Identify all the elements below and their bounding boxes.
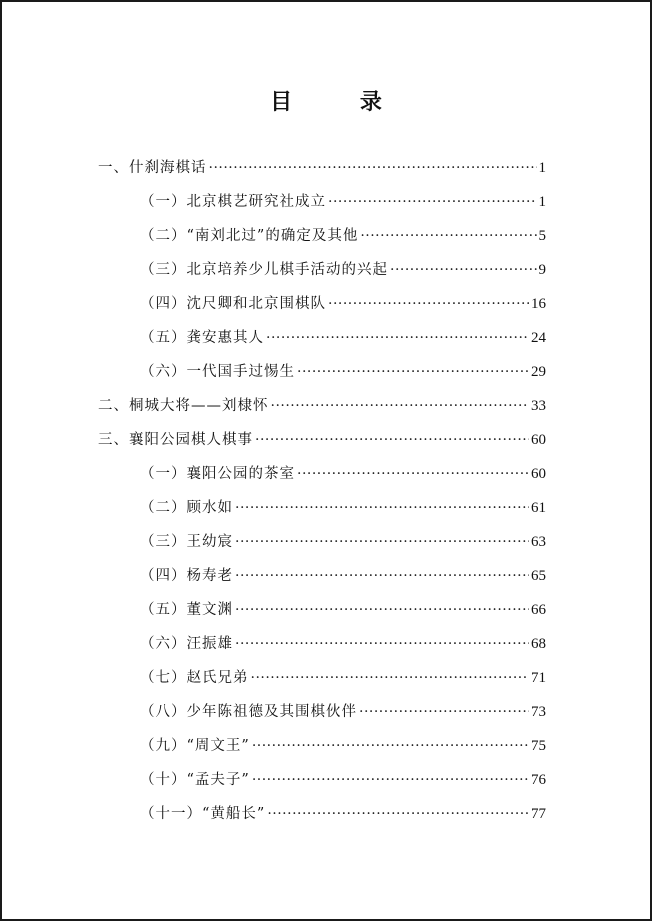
toc-entry[interactable] <box>140 258 546 282</box>
dot-leader <box>235 632 529 656</box>
toc-entry-page: 76 <box>531 772 546 788</box>
toc-entry-page: 60 <box>531 466 546 482</box>
toc-entry[interactable] <box>140 496 546 520</box>
toc-entry[interactable] <box>140 326 546 350</box>
toc-entry[interactable] <box>140 360 546 384</box>
dot-leader <box>255 428 529 452</box>
toc-entry-label: （三）王幼宸 <box>140 534 233 550</box>
toc-entry-page: 75 <box>531 738 546 754</box>
toc-entry[interactable] <box>140 734 546 758</box>
toc-entry[interactable] <box>140 462 546 486</box>
dot-leader <box>267 802 529 826</box>
toc-entry-label: （一）北京棋艺研究社成立 <box>140 194 326 210</box>
toc-entry[interactable] <box>140 632 546 656</box>
toc-entry-page: 68 <box>531 636 546 652</box>
toc-entry-label: （六）一代国手过惕生 <box>140 364 295 380</box>
toc-entry-label: （十一）“黄船长” <box>140 806 266 822</box>
dot-leader <box>297 462 529 486</box>
toc-entry[interactable] <box>140 530 546 554</box>
dot-leader <box>328 292 529 316</box>
dot-leader <box>251 666 530 690</box>
toc-entry-page: 73 <box>531 704 546 720</box>
toc-entry-page: 33 <box>531 398 546 414</box>
dot-leader <box>235 530 529 554</box>
page-title: 目 录 <box>270 89 412 115</box>
toc-entry[interactable] <box>140 666 546 690</box>
toc-entry[interactable] <box>98 156 546 180</box>
toc-entry-label: 二、桐城大将——刘棣怀 <box>98 398 269 414</box>
toc-entry[interactable] <box>140 190 546 214</box>
toc-entry-page: 29 <box>531 364 546 380</box>
toc-entry[interactable] <box>98 428 546 452</box>
toc-entry-label: （二）“南刘北过”的确定及其他 <box>140 228 359 244</box>
toc-entry[interactable] <box>140 292 546 316</box>
toc-entry-label: （四）沈尺卿和北京围棋队 <box>140 296 326 312</box>
toc-entry-label: （六）汪振雄 <box>140 636 233 652</box>
toc-entry-label: （四）杨寿老 <box>140 568 233 584</box>
toc-entry-page: 63 <box>531 534 546 550</box>
toc-entry-label: （五）董文渊 <box>140 602 233 618</box>
toc-entry-label: （十）“孟夫子” <box>140 772 250 788</box>
toc-entry-label: （二）顾水如 <box>140 500 233 516</box>
dot-leader <box>235 598 529 622</box>
toc-entry[interactable] <box>140 768 546 792</box>
dot-leader <box>235 564 529 588</box>
dot-leader <box>252 768 529 792</box>
toc-entry-label: 三、襄阳公园棋人棋事 <box>98 432 253 448</box>
toc-entry[interactable] <box>140 598 546 622</box>
toc-entry-page: 60 <box>531 432 546 448</box>
dot-leader <box>359 700 529 724</box>
toc-entry-page: 5 <box>538 228 546 244</box>
toc-entry-label: （七）赵氏兄弟 <box>140 670 249 686</box>
toc-entry-page: 77 <box>531 806 546 822</box>
toc-entry-label: （九）“周文王” <box>140 738 250 754</box>
toc-entry-page: 24 <box>531 330 546 346</box>
dot-leader <box>271 394 530 418</box>
dot-leader <box>235 496 529 520</box>
toc-entry-page: 16 <box>531 296 546 312</box>
dot-leader <box>360 224 536 248</box>
toc-entry[interactable] <box>140 564 546 588</box>
toc-entry-page: 61 <box>531 500 546 516</box>
toc-entry-label: （八）少年陈祖德及其围棋伙伴 <box>140 704 357 720</box>
toc-entry[interactable] <box>140 802 546 826</box>
toc-entry-page: 71 <box>531 670 546 686</box>
toc-entry-page: 65 <box>531 568 546 584</box>
dot-leader <box>390 258 537 282</box>
toc-entry-label: （一）襄阳公园的茶室 <box>140 466 295 482</box>
toc-entry-page: 9 <box>538 262 546 278</box>
toc-entry-label: （三）北京培养少儿棋手活动的兴起 <box>140 262 388 278</box>
toc-entry-page: 1 <box>538 160 546 176</box>
toc-entry-page: 66 <box>531 602 546 618</box>
dot-leader <box>209 156 537 180</box>
toc-entry[interactable] <box>140 224 546 248</box>
dot-leader <box>252 734 529 758</box>
dot-leader <box>266 326 529 350</box>
toc-entry-label: （五）龚安惠其人 <box>140 330 264 346</box>
toc-entry[interactable] <box>98 394 546 418</box>
toc-entry-label: 一、什刹海棋话 <box>98 160 207 176</box>
toc-entry-page: 1 <box>538 194 546 210</box>
dot-leader <box>297 360 529 384</box>
toc-entry[interactable] <box>140 700 546 724</box>
dot-leader <box>328 190 537 214</box>
